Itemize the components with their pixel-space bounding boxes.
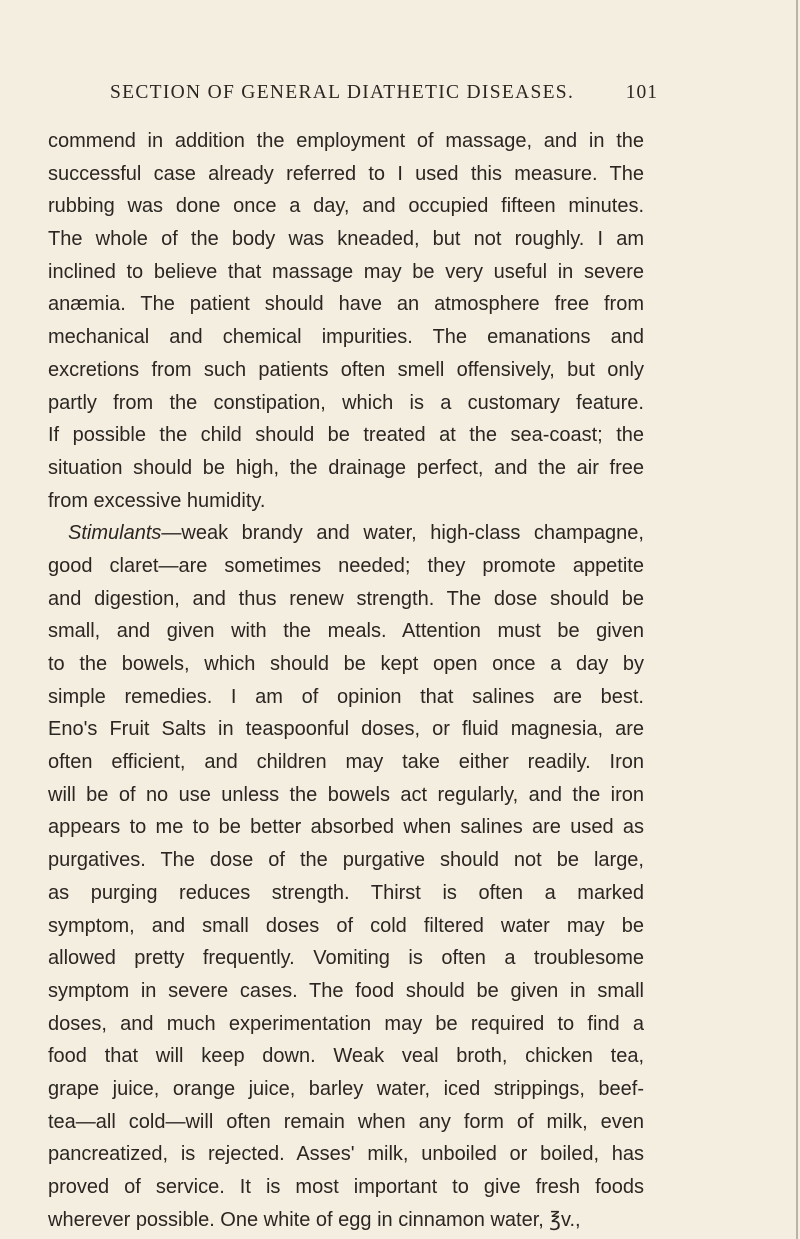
- text-line: from excessive humidity.: [48, 489, 266, 512]
- page-edge-shadow: [796, 0, 798, 1239]
- text-line: food that will keep down. Weak veal broth, chicken tea,: [48, 1045, 644, 1068]
- text-line: proved of service. It is most important to give fresh foods: [48, 1176, 644, 1198]
- text-line: commend in addition the employment of massage, and in the: [48, 130, 644, 152]
- text-line: anæmia. The patient should have an atmosphere free from: [48, 293, 644, 316]
- running-head: [110, 82, 658, 112]
- text-line: and digestion, and thus renew strength. The dose should be: [48, 587, 644, 610]
- paragraph-start-text: —weak brandy and water, high-class champagne,: [161, 522, 644, 545]
- text-line: successful case already referred to I used this measure. The: [48, 162, 644, 185]
- text-line: The whole of the body was kneaded, but not roughly. I am: [48, 228, 644, 251]
- stimulants-heading: Stimulants: [68, 522, 162, 545]
- text-line: excretions from such patients often smell offensively, but only: [48, 358, 644, 381]
- text-line: grape juice, orange juice, barley water, iced strippings, beef-: [48, 1077, 644, 1100]
- text-line: symptom, and small doses of cold filtered water may be: [48, 914, 644, 937]
- text-line: situation should be high, the drainage perfect, and the air free: [48, 456, 644, 479]
- running-title: SECTION OF GENERAL DIATHETIC DISEASES.: [110, 82, 575, 103]
- text-line: symptom in severe cases. The food should be given in small: [48, 979, 644, 1002]
- text-line: doses, and much experimentation may be required to find a: [48, 1012, 644, 1035]
- paragraph-start-line: [48, 517, 644, 550]
- text-line: tea—all cold—will often remain when any form of milk, even: [48, 1110, 644, 1133]
- text-line: mechanical and chemical impurities. The emanations and: [48, 326, 644, 349]
- text-line: If possible the child should be treated at the sea-coast; the: [48, 424, 644, 447]
- text-line: wherever possible. One white of egg in cinnamon water, ℥v.,: [48, 1208, 581, 1231]
- text-line: Eno's Fruit Salts in teaspoonful doses, or fluid magnesia, are: [48, 718, 644, 741]
- text-line: purgatives. The dose of the purgative should not be large,: [48, 849, 644, 872]
- text-line: inclined to believe that massage may be very useful in severe: [48, 260, 644, 283]
- text-line: rubbing was done once a day, and occupied fifteen minutes.: [48, 195, 644, 218]
- text-line: will be of no use unless the bowels act regularly, and the iron: [48, 783, 644, 806]
- text-line: allowed pretty frequently. Vomiting is often a troublesome: [48, 947, 644, 970]
- text-line: appears to me to be better absorbed when salines are used as: [48, 816, 644, 839]
- text-line: partly from the constipation, which is a customary feature.: [48, 391, 644, 414]
- text-line: simple remedies. I am of opinion that salines are best.: [48, 685, 644, 708]
- text-line: to the bowels, which should be kept open once a day by: [48, 653, 644, 675]
- text-line: often efficient, and children may take either readily. Iron: [48, 751, 644, 774]
- text-line: good claret—are sometimes needed; they promote appetite: [48, 554, 644, 577]
- text-line: as purging reduces strength. Thirst is often a marked: [48, 881, 644, 904]
- page-number: 101: [625, 82, 658, 103]
- text-line: small, and given with the meals. Attention must be given: [48, 620, 644, 643]
- text-line: pancreatized, is rejected. Asses' milk, unboiled or boiled, has: [48, 1143, 644, 1166]
- body-text: [48, 125, 644, 1236]
